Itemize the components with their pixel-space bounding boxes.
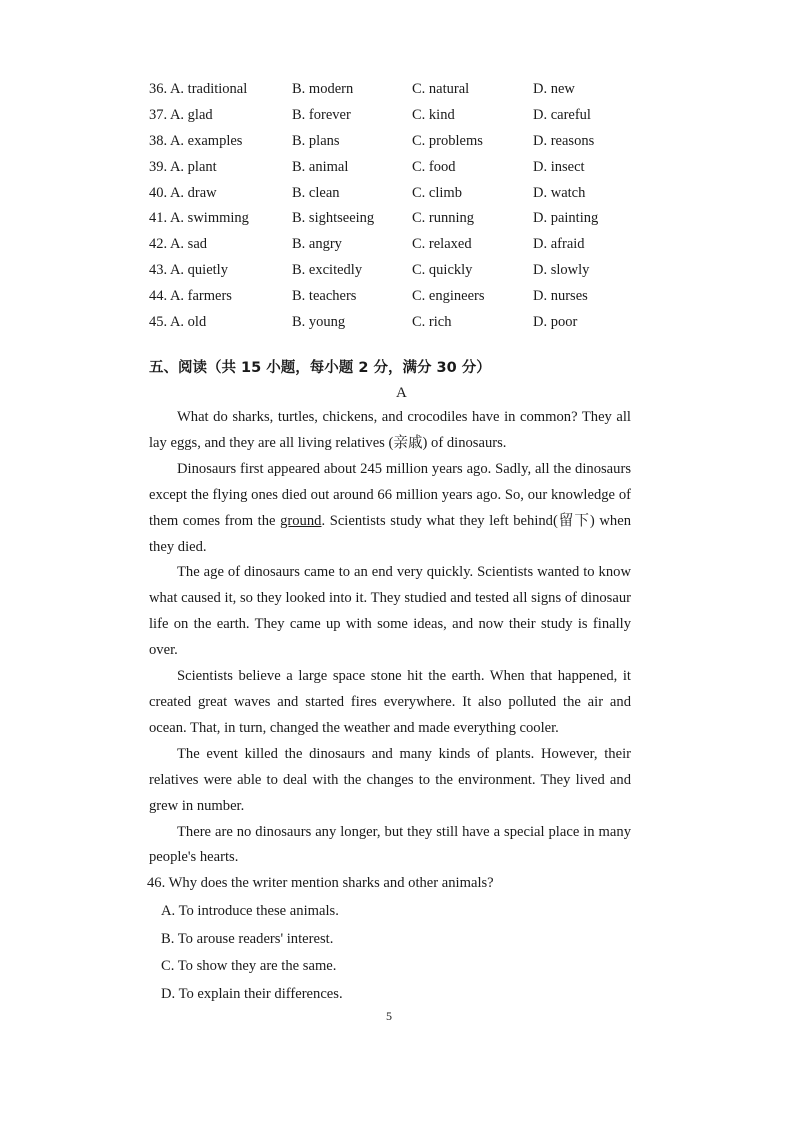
passage-paragraph: There are no dinosaurs any longer, but they still have a special place in many people's hearts.	[149, 823, 631, 866]
option-row-40	[149, 182, 649, 208]
option-c: C. engineers	[412, 288, 485, 305]
option-b: B. sightseeing	[292, 210, 375, 227]
option-a: 40. A. draw	[149, 184, 217, 201]
option-row-39	[149, 156, 649, 182]
option-row-38	[149, 130, 649, 156]
option-b: B. clean	[292, 184, 340, 201]
paragraph-text: . Scientists study what they left behind(留下) when they died.	[149, 512, 631, 555]
option-d: D. reasons	[533, 132, 595, 149]
option-b: B. animal	[292, 158, 349, 175]
page-number: 5	[386, 1009, 392, 1023]
option-b: B. modern	[292, 81, 354, 97]
section-heading: 五、阅读（共 15 小题，每小题 2 分，满分 30 分）	[149, 360, 491, 376]
option-c: C. quickly	[412, 262, 473, 279]
option-a: 42. A. sad	[149, 236, 207, 253]
option-b: B. angry	[292, 236, 342, 253]
option-a: 37. A. glad	[149, 106, 213, 123]
passage-paragraph: What do sharks, turtles, chickens, and crocodiles have in common? They all lay eggs, and they are all living relatives (亲戚) of dinosaurs.	[149, 409, 631, 451]
passage-label: A	[396, 385, 407, 401]
option-d: D. careful	[533, 106, 591, 123]
option-a: 44. A. farmers	[149, 288, 232, 305]
option-row-44	[149, 285, 649, 311]
answer-option-b: B. To arouse readers' interest.	[161, 930, 334, 947]
reading-passage	[149, 405, 631, 871]
option-row-45	[149, 311, 649, 337]
option-b: B. excitedly	[292, 262, 363, 279]
option-row-42	[149, 233, 649, 259]
answer-option-a: A. To introduce these animals.	[161, 902, 339, 919]
option-d: D. afraid	[533, 236, 585, 253]
option-c: C. natural	[412, 81, 470, 97]
option-b: B. forever	[292, 106, 351, 123]
option-c: C. food	[412, 158, 456, 175]
option-row-41	[149, 207, 649, 233]
option-a: 45. A. old	[149, 314, 207, 331]
option-a: 36. A. traditional	[149, 81, 248, 97]
passage-paragraph: The age of dinosaurs came to an end very quickly. Scientists wanted to know what caused it, so they looked into it. They studied and tested all signs of dinosaur life on the earth. They came up with some ideas, and now their study is finally over.	[149, 564, 631, 659]
option-d: D. new	[533, 81, 575, 97]
option-d: D. watch	[533, 184, 586, 201]
option-a: 43. A. quietly	[149, 262, 228, 279]
passage-paragraph: Scientists believe a large space stone hit the earth. When that happened, it created great waves and started fires everywhere. It also polluted the air and ocean. That, in turn, changed the weather and made everything cooler.	[149, 668, 631, 736]
option-b: B. teachers	[292, 288, 357, 305]
option-a: 39. A. plant	[149, 158, 217, 175]
question-46	[147, 870, 647, 1009]
paragraph-text: Dinosaurs first appeared about 245 million years ago. Sadly, all the dinosaurs except the flying ones died out around 66 million years ago. So, our knowledge of them comes from the	[149, 460, 631, 529]
question-stem: 46. Why does the writer mention sharks and other animals?	[147, 875, 494, 891]
option-row-36	[149, 78, 649, 104]
option-b: B. young	[292, 314, 346, 331]
option-a: 38. A. examples	[149, 132, 243, 149]
option-row-37	[149, 104, 649, 130]
option-d: D. nurses	[533, 288, 588, 305]
answer-option-c: C. To show they are the same.	[161, 958, 337, 975]
option-c: C. relaxed	[412, 236, 472, 253]
passage-paragraph	[149, 457, 631, 561]
option-d: D. insect	[533, 158, 585, 175]
option-c: C. kind	[412, 106, 455, 123]
option-a: 41. A. swimming	[149, 210, 249, 227]
passage-paragraph: The event killed the dinosaurs and many kinds of plants. However, their relatives were able to deal with the changes to the environment. They lived and grew in number.	[149, 745, 631, 814]
option-c: C. problems	[412, 132, 483, 149]
option-d: D. painting	[533, 210, 599, 227]
underlined-word: ground	[280, 512, 322, 529]
cloze-options-table	[149, 78, 649, 337]
option-b: B. plans	[292, 132, 340, 149]
option-d: D. poor	[533, 314, 578, 331]
option-c: C. running	[412, 210, 475, 227]
option-d: D. slowly	[533, 262, 590, 279]
option-c: C. rich	[412, 314, 452, 331]
option-row-43	[149, 259, 649, 285]
option-c: C. climb	[412, 184, 462, 201]
answer-option-d: D. To explain their differences.	[161, 986, 343, 1003]
